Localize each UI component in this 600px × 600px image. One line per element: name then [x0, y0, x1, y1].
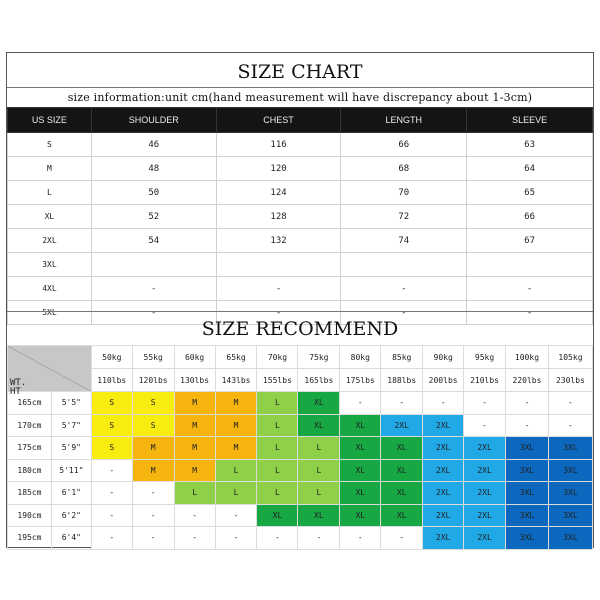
height-cm-cell: 185cm: [8, 482, 52, 505]
measurement-cell: [216, 253, 341, 277]
recommended-size-cell: L: [215, 459, 257, 482]
weight-lbs-cell: 155lbs: [257, 369, 298, 392]
height-ft-cell: 6'2": [51, 504, 91, 527]
recommended-size-cell: -: [91, 482, 132, 505]
size-chart-row: [8, 181, 593, 205]
recommended-size-cell: M: [215, 414, 257, 437]
recommended-size-cell: -: [174, 527, 215, 550]
recommended-size-cell: -: [257, 527, 298, 550]
header-chest: CHEST: [216, 108, 341, 133]
recommended-size-cell: M: [215, 437, 257, 460]
height-row: [8, 482, 593, 505]
recommended-size-cell: -: [423, 392, 464, 415]
weight-kg-cell: 60kg: [174, 346, 215, 369]
measurement-cell: 72: [341, 205, 467, 229]
measurement-cell: 70: [341, 181, 467, 205]
measurement-cell: 66: [467, 205, 593, 229]
weight-lbs-cell: 110lbs: [91, 369, 132, 392]
measurement-cell: [91, 253, 216, 277]
size-label-cell: 4XL: [8, 277, 92, 301]
height-ft-cell: 5'5": [51, 392, 91, 415]
recommended-size-cell: -: [464, 414, 506, 437]
measurement-cell: 116: [216, 133, 341, 157]
recommended-size-cell: 3XL: [506, 482, 549, 505]
weight-kg-cell: 75kg: [298, 346, 340, 369]
recommended-size-cell: -: [340, 392, 381, 415]
recommended-size-cell: -: [506, 392, 549, 415]
measurement-cell: 52: [91, 205, 216, 229]
weight-lbs-row: [8, 369, 593, 392]
recommended-size-cell: L: [257, 482, 298, 505]
recommended-size-cell: 2XL: [464, 437, 506, 460]
recommended-size-cell: 3XL: [548, 482, 592, 505]
recommended-size-cell: L: [298, 482, 340, 505]
height-row: [8, 459, 593, 482]
header-us-size: US SIZE: [8, 108, 92, 133]
recommended-size-cell: S: [132, 392, 174, 415]
recommended-size-cell: -: [464, 392, 506, 415]
recommended-size-cell: L: [215, 482, 257, 505]
recommended-size-cell: 3XL: [506, 437, 549, 460]
recommended-size-cell: 2XL: [423, 482, 464, 505]
recommended-size-cell: 2XL: [464, 504, 506, 527]
size-label-cell: L: [8, 181, 92, 205]
measurement-cell: -: [341, 277, 467, 301]
size-label-cell: 2XL: [8, 229, 92, 253]
header-sleeve: SLEEVE: [467, 108, 593, 133]
size-chart-title: SIZE CHART: [237, 61, 363, 83]
recommended-size-cell: XL: [340, 414, 381, 437]
height-cm-cell: 165cm: [8, 392, 52, 415]
measurement-cell: 67: [467, 229, 593, 253]
measurement-cell: -: [91, 301, 216, 325]
recommended-size-cell: XL: [381, 459, 423, 482]
weight-lbs-cell: 165lbs: [298, 369, 340, 392]
weight-kg-cell: 50kg: [91, 346, 132, 369]
weight-kg-cell: 105kg: [548, 346, 592, 369]
recommended-size-cell: L: [257, 414, 298, 437]
recommended-size-cell: 3XL: [548, 437, 592, 460]
recommended-size-cell: S: [91, 437, 132, 460]
size-info-note: size information:unit cm(hand measurement will have discrepancy about 1-3cm): [7, 87, 593, 109]
measurement-cell: [467, 253, 593, 277]
recommended-size-cell: L: [257, 437, 298, 460]
measurement-cell: 120: [216, 157, 341, 181]
size-label-cell: M: [8, 157, 92, 181]
recommended-size-cell: 3XL: [548, 504, 592, 527]
recommended-size-cell: -: [91, 527, 132, 550]
height-cm-cell: 190cm: [8, 504, 52, 527]
recommended-size-cell: -: [340, 527, 381, 550]
weight-lbs-cell: 210lbs: [464, 369, 506, 392]
recommended-size-cell: -: [215, 527, 257, 550]
corner-ht-label: HT: [10, 387, 21, 397]
measurement-cell: 68: [341, 157, 467, 181]
height-ft-cell: 6'1": [51, 482, 91, 505]
size-sheet: [6, 52, 594, 548]
recommended-size-cell: 2XL: [423, 414, 464, 437]
recommended-size-cell: -: [215, 504, 257, 527]
measurement-cell: 48: [91, 157, 216, 181]
weight-lbs-cell: 230lbs: [548, 369, 592, 392]
height-ft-cell: 5'9": [51, 437, 91, 460]
recommended-size-cell: -: [91, 459, 132, 482]
size-chart-row: [8, 157, 593, 181]
size-chart-row: [8, 277, 593, 301]
recommended-size-cell: 3XL: [506, 527, 549, 550]
recommended-size-cell: -: [91, 504, 132, 527]
height-row: [8, 437, 593, 460]
weight-height-corner: [8, 346, 92, 397]
recommended-size-cell: 2XL: [464, 527, 506, 550]
recommended-size-cell: L: [257, 459, 298, 482]
weight-kg-cell: 100kg: [506, 346, 549, 369]
weight-kg-cell: 80kg: [340, 346, 381, 369]
recommended-size-cell: M: [174, 437, 215, 460]
size-chart-row: [8, 229, 593, 253]
height-ft-cell: 6'4": [51, 527, 91, 550]
recommended-size-cell: S: [91, 414, 132, 437]
height-cm-cell: 175cm: [8, 437, 52, 460]
measurement-cell: 54: [91, 229, 216, 253]
height-cm-cell: 195cm: [8, 527, 52, 550]
weight-lbs-cell: 220lbs: [506, 369, 549, 392]
recommended-size-cell: -: [298, 527, 340, 550]
recommended-size-cell: L: [298, 459, 340, 482]
recommended-size-cell: XL: [298, 414, 340, 437]
measurement-cell: [341, 253, 467, 277]
recommended-size-cell: L: [298, 437, 340, 460]
recommended-size-cell: 2XL: [423, 504, 464, 527]
weight-kg-cell: 95kg: [464, 346, 506, 369]
size-label-cell: S: [8, 133, 92, 157]
weight-lbs-cell: 120lbs: [132, 369, 174, 392]
recommended-size-cell: -: [381, 392, 423, 415]
measurement-cell: -: [467, 277, 593, 301]
size-label-cell: XL: [8, 205, 92, 229]
recommended-size-cell: L: [174, 482, 215, 505]
weight-kg-cell: 70kg: [257, 346, 298, 369]
recommended-size-cell: -: [174, 504, 215, 527]
height-cm-cell: 180cm: [8, 459, 52, 482]
header-shoulder: SHOULDER: [91, 108, 216, 133]
measurement-cell: 64: [467, 157, 593, 181]
measurement-cell: 74: [341, 229, 467, 253]
weight-kg-cell: 90kg: [423, 346, 464, 369]
height-row: [8, 414, 593, 437]
height-ft-cell: 5'7": [51, 414, 91, 437]
height-cm-cell: 170cm: [8, 414, 52, 437]
recommended-size-cell: XL: [298, 392, 340, 415]
recommended-size-cell: S: [132, 414, 174, 437]
recommended-size-cell: -: [132, 504, 174, 527]
weight-lbs-cell: 188lbs: [381, 369, 423, 392]
recommended-size-cell: 2XL: [381, 414, 423, 437]
measurement-cell: -: [91, 277, 216, 301]
measurement-cell: -: [216, 301, 341, 325]
recommended-size-cell: XL: [381, 437, 423, 460]
weight-kg-cell: 85kg: [381, 346, 423, 369]
height-row: [8, 527, 593, 550]
measurement-cell: 65: [467, 181, 593, 205]
recommended-size-cell: XL: [381, 482, 423, 505]
recommended-size-cell: XL: [298, 504, 340, 527]
recommended-size-cell: XL: [340, 459, 381, 482]
size-recommend-table: [7, 345, 593, 550]
height-ft-cell: 5'11": [51, 459, 91, 482]
weight-lbs-cell: 200lbs: [423, 369, 464, 392]
recommended-size-cell: 3XL: [506, 459, 549, 482]
weight-lbs-cell: 143lbs: [215, 369, 257, 392]
measurement-cell: 132: [216, 229, 341, 253]
size-label-cell: 3XL: [8, 253, 92, 277]
recommended-size-cell: L: [257, 392, 298, 415]
weight-kg-cell: 55kg: [132, 346, 174, 369]
measurement-cell: 66: [341, 133, 467, 157]
measurement-cell: 63: [467, 133, 593, 157]
measurement-cell: 46: [91, 133, 216, 157]
recommended-size-cell: XL: [381, 504, 423, 527]
recommended-size-cell: 2XL: [464, 459, 506, 482]
measurement-cell: -: [216, 277, 341, 301]
recommended-size-cell: -: [132, 527, 174, 550]
recommended-size-cell: -: [506, 414, 549, 437]
recommended-size-cell: XL: [257, 504, 298, 527]
measurement-cell: 50: [91, 181, 216, 205]
recommended-size-cell: M: [174, 414, 215, 437]
measurement-cell: 128: [216, 205, 341, 229]
recommended-size-cell: -: [548, 392, 592, 415]
size-chart-row: [8, 205, 593, 229]
recommended-size-cell: XL: [340, 482, 381, 505]
recommended-size-cell: M: [174, 392, 215, 415]
header-length: LENGTH: [341, 108, 467, 133]
recommended-size-cell: S: [91, 392, 132, 415]
corner-wt-label: WT.: [10, 378, 27, 388]
recommended-size-cell: M: [174, 459, 215, 482]
size-label-cell: 5XL: [8, 301, 92, 325]
measurement-cell: 124: [216, 181, 341, 205]
weight-kg-row: [8, 346, 593, 369]
size-chart-row: [8, 253, 593, 277]
weight-kg-cell: 65kg: [215, 346, 257, 369]
height-row: [8, 392, 593, 415]
measurement-cell: -: [341, 301, 467, 325]
size-chart-row: [8, 133, 593, 157]
recommended-size-cell: 3XL: [506, 504, 549, 527]
recommended-size-cell: M: [132, 437, 174, 460]
recommended-size-cell: 2XL: [423, 527, 464, 550]
size-chart-table: [7, 107, 593, 325]
recommended-size-cell: M: [215, 392, 257, 415]
recommended-size-cell: XL: [340, 504, 381, 527]
size-chart-header-row: [8, 108, 593, 133]
recommended-size-cell: 2XL: [464, 482, 506, 505]
recommended-size-cell: -: [381, 527, 423, 550]
recommended-size-cell: XL: [340, 437, 381, 460]
recommended-size-cell: -: [132, 482, 174, 505]
recommended-size-cell: 3XL: [548, 527, 592, 550]
recommended-size-cell: 3XL: [548, 459, 592, 482]
weight-lbs-cell: 175lbs: [340, 369, 381, 392]
measurement-cell: -: [467, 301, 593, 325]
size-recommend-title: SIZE RECOMMEND: [7, 311, 593, 346]
recommended-size-cell: 2XL: [423, 459, 464, 482]
recommended-size-cell: -: [548, 414, 592, 437]
weight-lbs-cell: 130lbs: [174, 369, 215, 392]
height-row: [8, 504, 593, 527]
recommended-size-cell: 2XL: [423, 437, 464, 460]
recommended-size-cell: M: [132, 459, 174, 482]
